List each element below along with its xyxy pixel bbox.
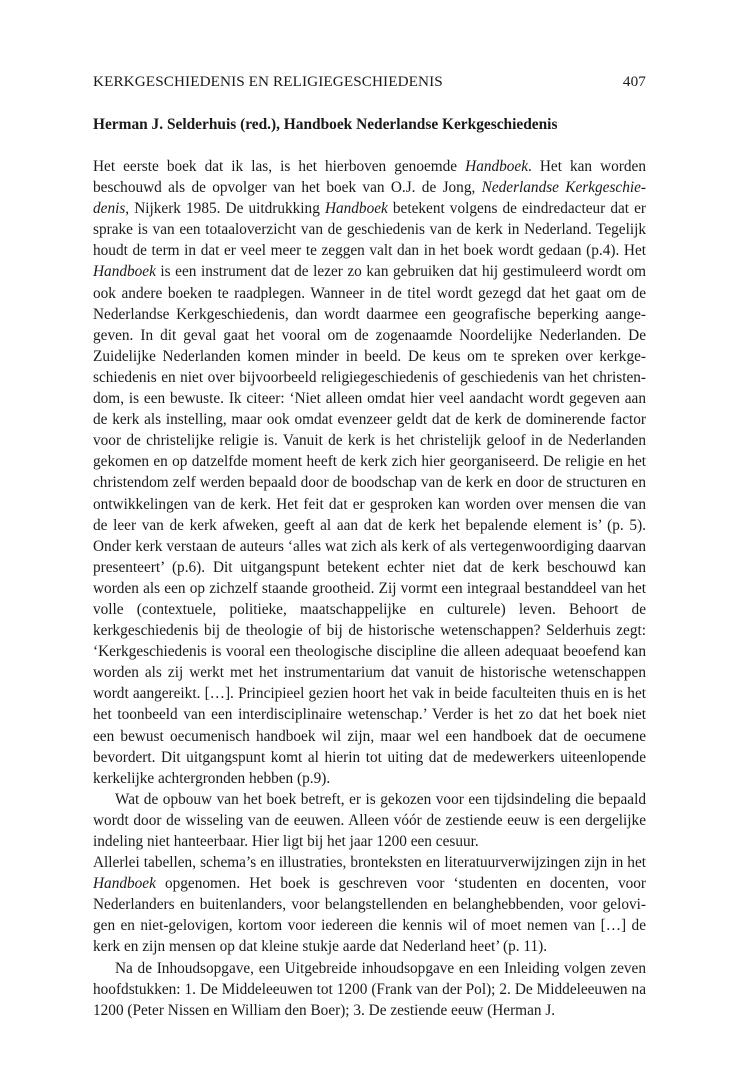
- text-run: . Het kan worden beschouwd als de opvolger van het boek van O.J. de Jong,: [93, 158, 646, 197]
- page-number: 407: [622, 73, 646, 90]
- paragraph-3: [93, 852, 646, 957]
- running-title: KERKGESCHIEDENIS EN RELIGIEGESCHIEDENIS: [93, 73, 443, 90]
- paragraph-2: Wat de opbouw van het boek betreft, er is gekozen voor een tijdsindeling die bepaald wordt door de wisseling van de eeuwen. Alleen vóór de zestiende eeuw is een dergelijke indeling niet hanteerbaar. Hier ligt bij het jaar 1200 een cesuur.: [93, 790, 646, 850]
- article-body: [93, 156, 646, 1021]
- text-run: betekent volgens de eindredacteur dat er sprake is van een totaaloverzicht van de geschiedenis van de kerk in Nederland. Tegelijk houdt de term in dat er veel meer te zeggen valt dan in het boek wordt gedaan (p.4). Het: [93, 200, 646, 260]
- italic-title: Handboek: [324, 200, 388, 218]
- text-run: opgenomen. Het boek is geschreven voor ‘studenten en docenten, voor Nederlanders en buitenlanders, voor belangstellenden en belanghebbenden, voor gelovigen en niet-gelovigen, kortom voor iedereen die kennis wil of moet nemen van […] de kerk en zijn mensen op dat kleine stukje aarde dat Nederland heet’ (p. 11).: [93, 875, 646, 956]
- italic-title: Handboek: [93, 263, 156, 281]
- text-run: Allerlei tabellen, schema’s en illustraties, bronteksten en literatuurverwijzingen zijn in het: [93, 854, 646, 872]
- text-run: is een instrument dat de lezer zo kan gebruiken dat hij gestimuleerd wordt om ook andere boeken te raadplegen. Wanneer in de titel wordt gezegd dat het gaat om de Nederlandse Kerkgeschiedenis, dan wordt daarmee een geografische beperking aangegeven. In dit geval gaat het vooral om de zogenaamde Noordelijke Nederlanden. De Zuidelijke Nederlanden komen minder in beeld. De keus om te spreken over kerkgeschiedenis en niet over bijvoorbeeld religiegeschiedenis of geschiedenis van het christendom, is een bewuste. Ik citeer: ‘Niet alleen omdat hier veel aandacht wordt gegeven aan de kerk als instelling, maar ook omdat evenzeer geldt dat de kerk de dominerende factor voor de christelijke religie is. Vanuit de kerk is het christelijk geloof in de Nederlanden gekomen en op datzelfde moment heeft de kerk zich hier georganiseerd. De religie en het christendom zelf werden bepaald door de boodschap van de kerk en door de structuren en ontwikkelingen van de kerk. Het feit dat er gesproken kan worden over mensen die van de leer van de kerk afweken, geeft al aan dat de kerk het bepalende element is’ (p. 5). Onder kerk verstaan de auteurs ‘alles wat zich als kerk of als vertegenwoordiging daarvan presenteert’ (p.6). Dit uitgangspunt betekent echter niet dat de kerk beschouwd kan worden als een op zichzelf staande grootheid. Zij vormt een integraal bestanddeel van het volle (contextuele, politieke, maatschappelijke en culturele) leven. Behoort de kerkgeschiedenis bij de theologie of bij de historische wetenschappen? Selderhuis zegt: ‘Kerkgeschiedenis is vooral een theologische discipline die alleen adequaat beoefend kan worden als zij werkt met het instrumentarium dat vanuit de historische wetenschappen wordt aangereikt. […]. Principieel gezien hoort het vak in beide faculteiten thuis en is het het toonbeeld van een interdisciplinaire wetenschap.’ Verder is het zo dat het boek niet een bewust oecumenisch handboek wil zijn, maar wel een handboek dat de oecumene bevordert. Dit uitgangspunt komt al hierin tot uiting dat de medewerkers uiteenlopende kerkelijke achtergronden hebben (p.9).: [93, 263, 646, 787]
- text-run: , Nijkerk 1985. De uitdrukking: [125, 200, 325, 218]
- paragraph-1: [93, 156, 646, 789]
- running-header: [93, 72, 646, 92]
- italic-title: Handboek: [93, 875, 156, 893]
- text-run: Het eerste boek dat ik las, is het hierboven genoemde: [93, 158, 466, 175]
- paragraph-4: Na de Inhoudsopgave, een Uitgebreide inhoudsopgave en een Inleiding volgen zeven hoofdstukken: 1. De Middeleeuwen tot 1200 (Frank van der Pol); 2. De Middeleeuwen na 1200 (Peter Nissen en William den Boer); 3. De zestiende eeuw (Herman J.: [93, 959, 646, 1019]
- page: [93, 72, 646, 1021]
- italic-title: Handboek: [465, 158, 529, 175]
- article-title: Herman J. Selderhuis (red.), Handboek Nederlandse Kerkgeschiedenis: [93, 116, 558, 133]
- italic-title: Nederlandse Kerkgeschiedenis: [93, 179, 647, 218]
